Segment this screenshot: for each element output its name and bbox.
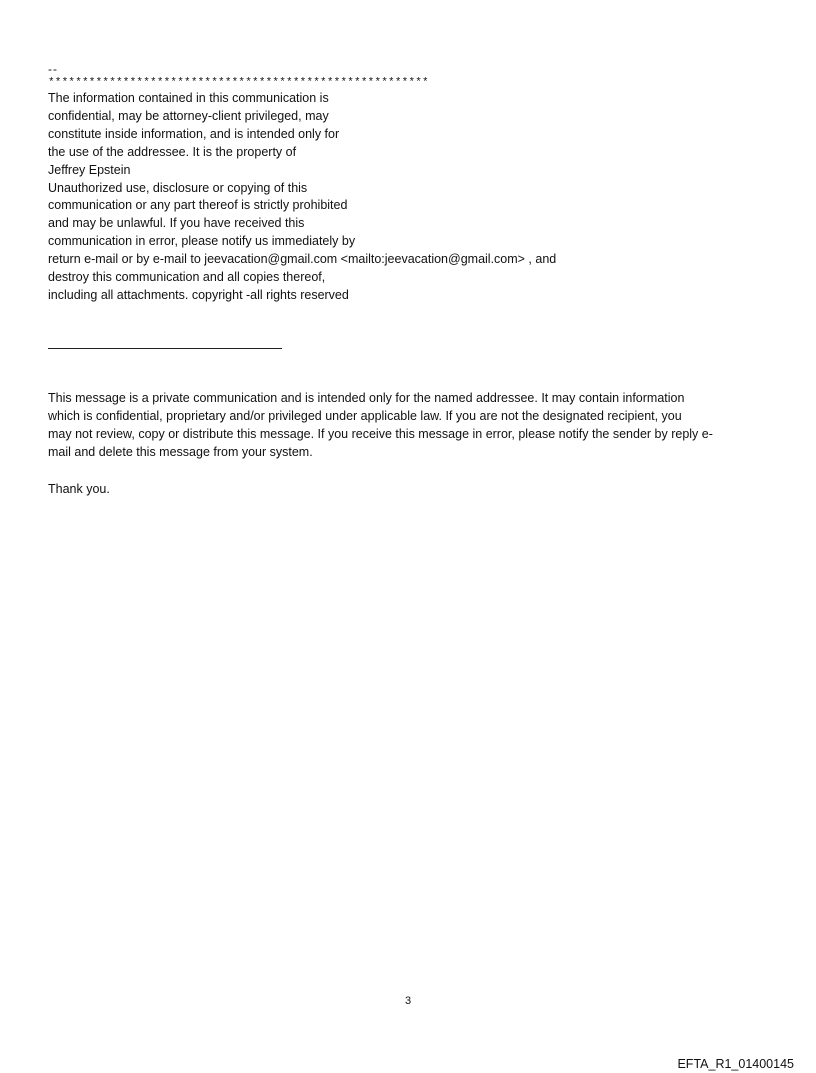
closing-text: Thank you. <box>48 482 110 496</box>
confidentiality-line: The information contained in this communication is <box>48 91 329 105</box>
confidentiality-line: communication or any part thereof is strictly prohibited <box>48 198 348 213</box>
asterisk-divider: ******************************************************** <box>48 77 429 89</box>
confidentiality-line-email: return e-mail or by e-mail to jeevacation@gmail.com <mailto:jeevacation@gmail.com> , and <box>48 252 557 267</box>
notice-line: This message is a private communication and is intended only for the named addressee. It may contain information <box>48 391 685 405</box>
confidentiality-line: including all attachments. copyright -all rights reserved <box>48 287 349 302</box>
confidentiality-line: constitute inside information, and is intended only for <box>48 126 340 141</box>
page-number: 3 <box>404 995 412 1007</box>
notice-line: may not review, copy or distribute this message. If you receive this message in error, please notify the sender by reply e- <box>48 427 713 441</box>
confidentiality-footer <box>48 62 768 305</box>
confidentiality-line: the use of the addressee. It is the property of <box>48 144 297 159</box>
signature-separator: -- <box>48 62 58 76</box>
confidentiality-line: destroy this communication and all copies thereof, <box>48 270 326 285</box>
document-id-stamp: EFTA_R1_01400145 <box>677 1057 794 1071</box>
private-communication-notice <box>48 389 778 461</box>
confidentiality-line: communication in error, please notify us immediately by <box>48 234 356 249</box>
notice-line: mail and delete this message from your system. <box>48 445 313 459</box>
horizontal-rule <box>48 348 282 349</box>
confidentiality-line: Jeffrey Epstein <box>48 162 131 177</box>
confidentiality-line: confidential, may be attorney-client privileged, may <box>48 108 329 123</box>
confidentiality-line: Unauthorized use, disclosure or copying of this <box>48 180 308 195</box>
notice-line: which is confidential, proprietary and/or privileged under applicable law. If you are not the designated recipient, you <box>48 409 682 423</box>
confidentiality-line: and may be unlawful. If you have received this <box>48 216 305 231</box>
